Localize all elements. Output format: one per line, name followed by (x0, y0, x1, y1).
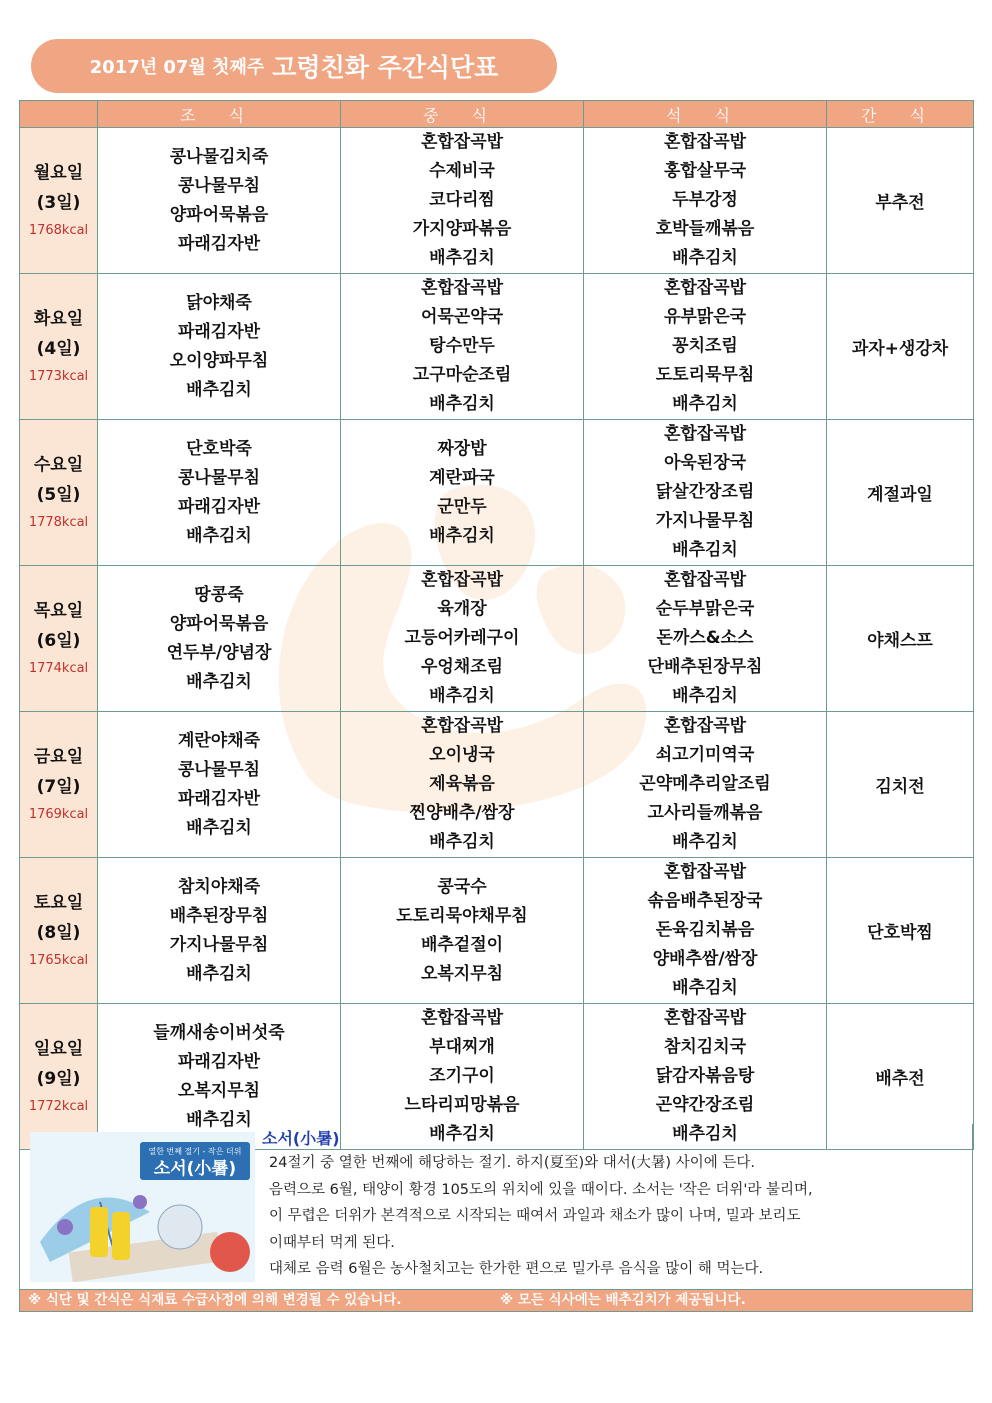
day-cell (20, 858, 98, 1004)
menu-item: 배추김치 (186, 525, 252, 546)
snack-cell: 배추전 (827, 1004, 974, 1150)
day-kcal: 1778kcal (28, 514, 89, 530)
header-blank (20, 101, 98, 128)
menu-item: 혼합잡곡밥 (663, 570, 747, 590)
menu-item: 돈육김치볶음 (655, 920, 755, 940)
menu-item: 계란야채죽 (177, 730, 261, 751)
menu-item: 참치김치국 (663, 1037, 747, 1057)
menu-item: 배추김치 (186, 817, 252, 838)
menu-item: 배추김치 (429, 394, 495, 414)
lunch-cell (341, 858, 584, 1004)
menu-item: 오복지무침 (420, 963, 504, 984)
menu-item: 배추김치 (186, 963, 252, 984)
menu-item: 찐양배추/쌈장 (409, 803, 515, 823)
menu-item: 가지나물무침 (655, 511, 755, 531)
menu-item: 배추김치 (672, 1124, 738, 1144)
menu-item: 양파어묵볶음 (169, 613, 269, 634)
menu-item: 육개장 (437, 599, 487, 619)
info-text (269, 1150, 939, 1283)
menu-item: 고사리들깨볶음 (647, 803, 763, 823)
menu-item: 조기구이 (429, 1066, 495, 1086)
menu-item: 들깨새송이버섯죽 (153, 1022, 285, 1043)
menu-item: 배추김치 (672, 394, 738, 414)
menu-item: 수제비국 (429, 161, 495, 181)
menu-item: 계란파국 (429, 467, 495, 488)
dinner-cell (584, 128, 827, 274)
menu-item: 배추겉절이 (420, 934, 504, 955)
day-date: (5일) (36, 484, 81, 505)
snack-cell: 계절과일 (827, 420, 974, 566)
menu-item: 군만두 (437, 496, 487, 517)
day-name: 일요일 (33, 1038, 84, 1059)
day-cell (20, 274, 98, 420)
info-line: 이때부터 먹게 된다. (269, 1234, 395, 1251)
info-line: 대체로 음력 6월은 농사철치고는 한가한 편으로 밀가루 음식을 많이 해 먹는다. (269, 1261, 764, 1277)
menu-item: 곤약간장조림 (655, 1095, 755, 1115)
menu-item: 콩나물무침 (177, 759, 261, 780)
dinner-cell (584, 858, 827, 1004)
footer-note-1: ※ 식단 및 간식은 식재료 수급사정에 의해 변경될 수 있습니다. (28, 1292, 402, 1308)
menu-item: 혼합잡곡밥 (420, 570, 504, 590)
day-row (20, 420, 974, 566)
menu-item: 느타리피망볶음 (404, 1095, 520, 1115)
day-kcal: 1768kcal (28, 222, 89, 238)
menu-item: 오이냉국 (429, 745, 495, 765)
menu-item: 호박들깨볶음 (655, 219, 755, 239)
menu-item: 배추김치 (429, 248, 495, 268)
menu-item: 혼합잡곡밥 (663, 1008, 747, 1028)
day-date: (4일) (36, 338, 81, 359)
menu-item: 아욱된장국 (663, 453, 747, 473)
day-name: 토요일 (33, 892, 84, 913)
info-line: 음력으로 6월, 태양이 황경 105도의 위치에 있을 때이다. 소서는 '작은 더위'라 불리며, (269, 1181, 813, 1198)
menu-item: 고등어카레구이 (404, 628, 520, 648)
menu-item: 홍합살무국 (663, 161, 747, 181)
snack-cell: 단호박찜 (827, 858, 974, 1004)
day-date: (7일) (36, 776, 81, 797)
menu-item: 단호박죽 (186, 438, 252, 459)
menu-item: 배추김치 (186, 671, 252, 692)
menu-item: 가지나물무침 (169, 934, 269, 955)
menu-item: 단배추된장무침 (647, 657, 763, 677)
header-breakfast: 조 식 (98, 101, 341, 128)
menu-item: 혼합잡곡밥 (420, 1008, 504, 1028)
menu-item: 가지양파볶음 (412, 219, 512, 239)
menu-item: 닭감자볶음탕 (655, 1066, 755, 1086)
day-date: (8일) (36, 922, 81, 943)
menu-item: 배추김치 (429, 686, 495, 706)
header-dinner: 석 식 (584, 101, 827, 128)
menu-item: 혼합잡곡밥 (420, 278, 504, 298)
day-date: (3일) (36, 192, 81, 213)
menu-item: 쇠고기미역국 (655, 745, 755, 765)
lunch-cell (341, 566, 584, 712)
title-date: 2017년 07월 첫째주 (89, 57, 265, 78)
breakfast-cell (98, 128, 341, 274)
menu-item: 돈까스&소스 (656, 628, 754, 648)
breakfast-cell (98, 712, 341, 858)
day-name: 금요일 (33, 746, 84, 767)
menu-header-row (20, 101, 974, 128)
menu-item: 배추김치 (429, 1124, 495, 1144)
menu-item: 배추김치 (672, 248, 738, 268)
image-caption: 열한 번째 절기 - 작은 더위 (148, 1147, 242, 1156)
page-title (31, 39, 557, 93)
day-row (20, 128, 974, 274)
day-name: 수요일 (33, 454, 84, 475)
menu-item: 배추김치 (429, 525, 495, 546)
day-name: 화요일 (33, 308, 84, 329)
menu-item: 부대찌개 (429, 1037, 495, 1057)
menu-item: 혼합잡곡밥 (663, 862, 747, 882)
menu-item: 닭야채죽 (186, 292, 252, 313)
day-row (20, 566, 974, 712)
day-kcal: 1765kcal (28, 952, 89, 968)
day-date: (9일) (36, 1068, 81, 1089)
breakfast-cell (98, 566, 341, 712)
day-name: 월요일 (33, 162, 84, 183)
menu-item: 파래김자반 (177, 233, 261, 254)
menu-item: 혼합잡곡밥 (663, 716, 747, 736)
lunch-cell (341, 274, 584, 420)
breakfast-cell (98, 858, 341, 1004)
menu-table (19, 100, 974, 1150)
day-cell (20, 420, 98, 566)
menu-item: 어묵곤약국 (420, 307, 504, 327)
menu-item: 혼합잡곡밥 (420, 716, 504, 736)
menu-item: 연두부/양념장 (166, 642, 272, 663)
menu-item: 두부강정 (672, 190, 738, 210)
snack-cell: 야채스프 (827, 566, 974, 712)
menu-item: 파래김자반 (177, 1051, 261, 1072)
day-kcal: 1774kcal (28, 660, 89, 676)
menu-item: 혼합잡곡밥 (663, 424, 747, 444)
day-date: (6일) (36, 630, 81, 651)
menu-item: 탕수만두 (429, 336, 495, 356)
image-title: 소서(小暑) (153, 1159, 237, 1179)
lunch-cell (341, 712, 584, 858)
menu-item: 양배추쌈/쌈장 (652, 949, 758, 969)
snack-cell: 과자+생강차 (827, 274, 974, 420)
menu-item: 곤약메추리알조림 (639, 774, 771, 794)
menu-item: 솎음배추된장국 (647, 891, 763, 911)
menu-item: 제육볶음 (429, 774, 495, 794)
menu-item: 도토리묵야채무침 (396, 905, 528, 926)
lunch-cell (341, 128, 584, 274)
day-cell (20, 128, 98, 274)
menu-item: 배추김치 (672, 540, 738, 560)
menu-item: 콩나물무침 (177, 467, 261, 488)
sodeo-illustration (30, 1132, 255, 1282)
info-section (19, 1124, 973, 1290)
dinner-cell (584, 566, 827, 712)
header-snack: 간 식 (827, 101, 974, 128)
menu-item: 파래김자반 (177, 321, 261, 342)
menu-item: 우엉채조림 (420, 657, 504, 677)
menu-item: 파래김자반 (177, 496, 261, 517)
snack-cell: 김치전 (827, 712, 974, 858)
menu-item: 고구마순조림 (412, 365, 512, 385)
day-row (20, 712, 974, 858)
menu-item: 꽁치조림 (672, 336, 738, 356)
menu-item: 배추김치 (186, 379, 252, 400)
day-kcal: 1773kcal (28, 368, 89, 384)
menu-item: 콩국수 (437, 876, 487, 897)
info-title: 소서(小暑) (262, 1129, 340, 1148)
breakfast-cell (98, 274, 341, 420)
dinner-cell (584, 420, 827, 566)
menu-item: 순두부맑은국 (655, 599, 755, 619)
menu-item: 코다리찜 (429, 190, 495, 210)
menu-item: 혼합잡곡밥 (663, 132, 747, 152)
dinner-cell (584, 274, 827, 420)
menu-item: 배추김치 (186, 1109, 252, 1130)
day-kcal: 1772kcal (28, 1098, 89, 1114)
menu-item: 파래김자반 (177, 788, 261, 809)
menu-item: 오이양파무침 (169, 350, 269, 371)
title-name: 고령친화 주간식단표 (272, 53, 499, 82)
menu-item: 배추김치 (672, 832, 738, 852)
info-line: 24절기 중 열한 번째에 해당하는 절기. 하지(夏至)와 대서(大暑) 사이에 든다. (269, 1155, 755, 1171)
footer-note-2: ※ 모든 식사에는 배추김치가 제공됩니다. (500, 1292, 746, 1308)
footer-notice (19, 1289, 973, 1312)
menu-item: 도토리묵무침 (655, 365, 755, 385)
menu-item: 닭살간장조림 (655, 482, 755, 502)
day-kcal: 1769kcal (28, 806, 89, 822)
info-line: 이 무렵은 더위가 본격적으로 시작되는 때여서 과일과 채소가 많이 나며, 밀과 보리도 (269, 1208, 801, 1224)
snack-cell: 부추전 (827, 128, 974, 274)
menu-item: 혼합잡곡밥 (420, 132, 504, 152)
day-cell (20, 566, 98, 712)
breakfast-cell (98, 420, 341, 566)
menu-item: 배추된장무침 (169, 905, 269, 926)
day-name: 목요일 (33, 600, 84, 621)
menu-item: 땅콩죽 (194, 584, 244, 605)
day-row (20, 274, 974, 420)
menu-item: 배추김치 (672, 686, 738, 706)
menu-item: 콩나물김치죽 (169, 146, 269, 167)
dinner-cell (584, 712, 827, 858)
menu-item: 배추김치 (672, 978, 738, 998)
menu-item: 오복지무침 (177, 1080, 261, 1101)
day-cell (20, 712, 98, 858)
menu-item: 짜장밥 (437, 438, 487, 459)
menu-item: 배추김치 (429, 832, 495, 852)
menu-item: 유부맑은국 (663, 307, 747, 327)
header-lunch: 중 식 (341, 101, 584, 128)
menu-item: 양파어묵볶음 (169, 204, 269, 225)
lunch-cell (341, 420, 584, 566)
menu-item: 혼합잡곡밥 (663, 278, 747, 298)
day-row (20, 858, 974, 1004)
menu-item: 참치야채죽 (177, 876, 261, 897)
menu-item: 콩나물무침 (177, 175, 261, 196)
